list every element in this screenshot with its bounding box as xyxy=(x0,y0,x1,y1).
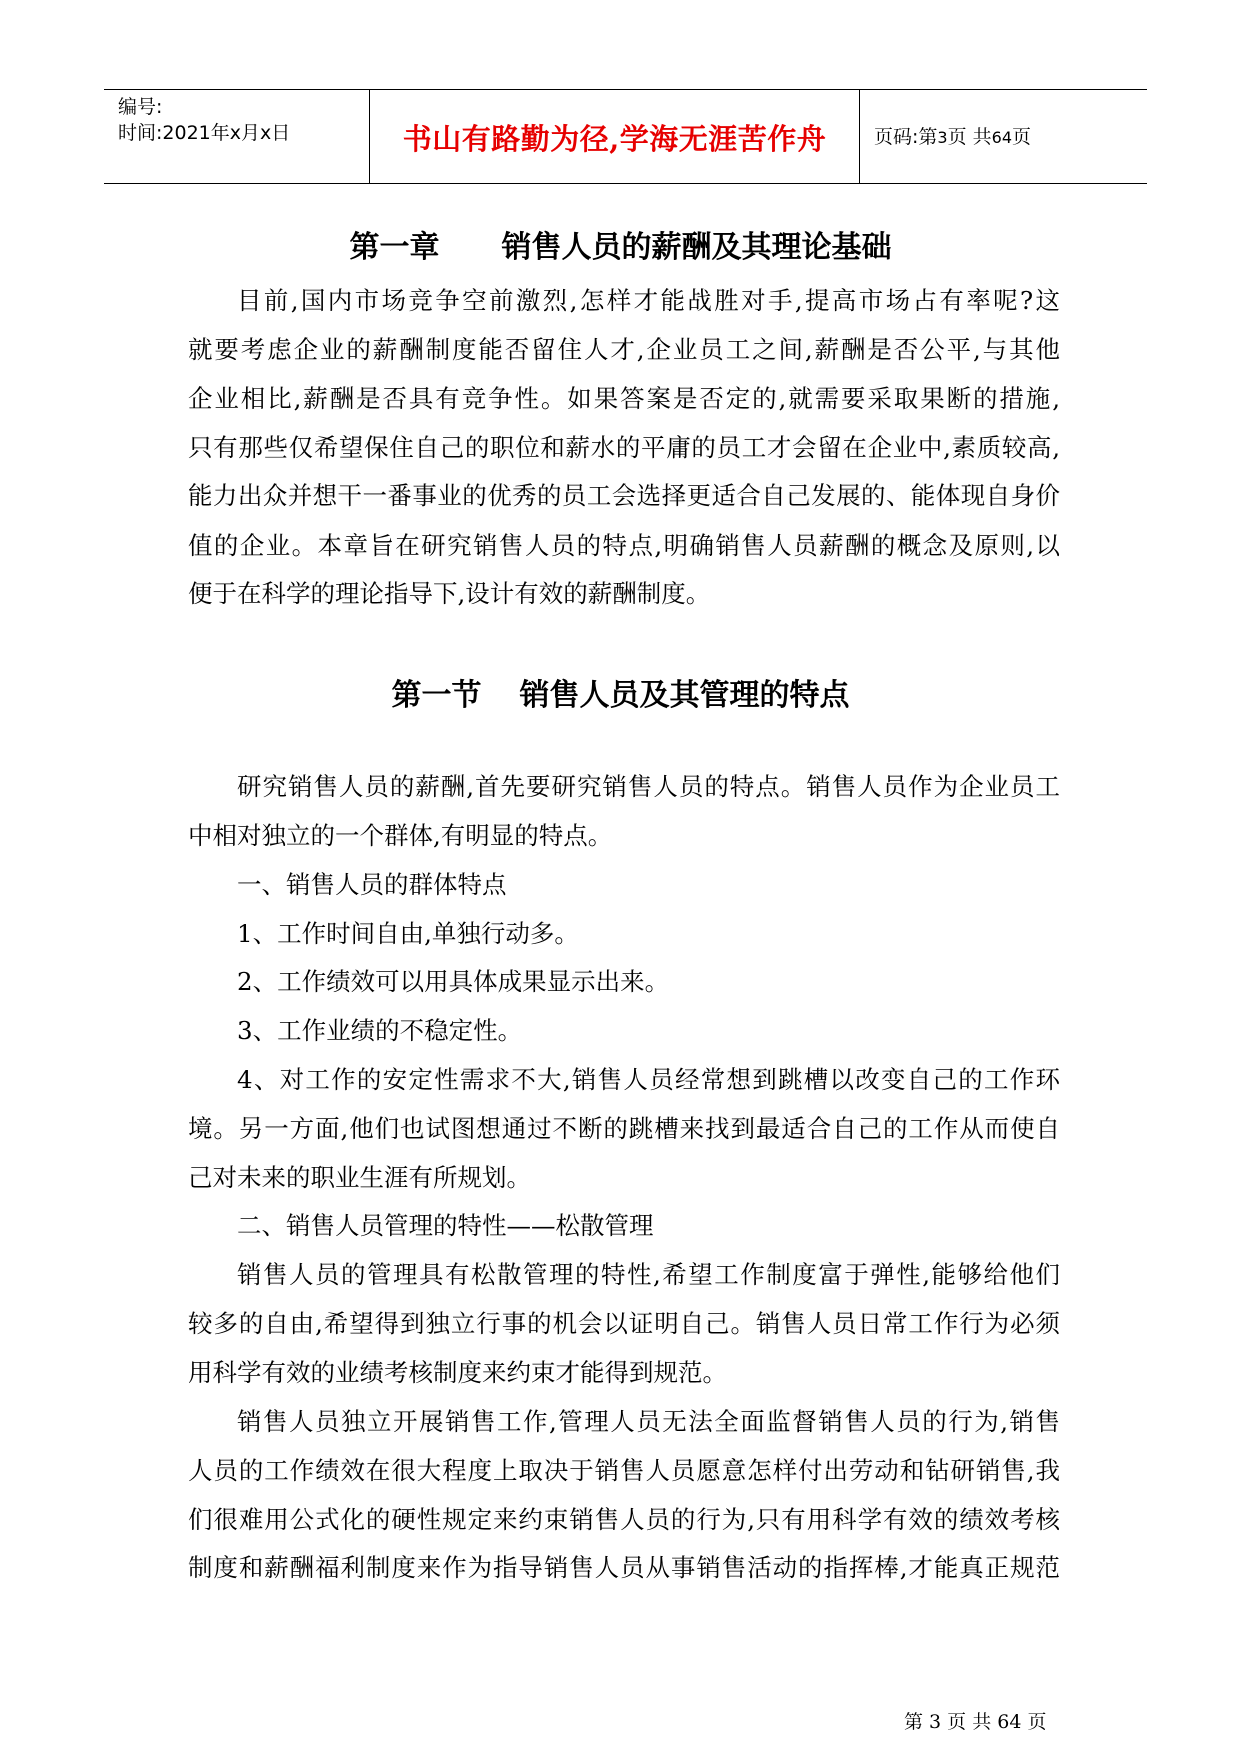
intro-line: 只有那些仅希望保住自己的职位和薪水的平庸的员工才会留在企业中,素质较高, xyxy=(188,433,1060,462)
page-end: 页 xyxy=(1012,126,1032,148)
header-middle-cell xyxy=(370,90,860,183)
intro-line: 便于在科学的理论指导下,设计有效的薪酬制度。 xyxy=(188,579,711,608)
page-footer: 第 3 页 共 64 页 xyxy=(904,1711,1047,1733)
header-page-indicator xyxy=(874,122,1031,149)
chapter-title xyxy=(0,222,1241,266)
page-header xyxy=(104,89,1147,184)
body-line: 1、工作时间自由,单独行动多。 xyxy=(237,919,579,948)
body-line: 销售人员独立开展销售工作,管理人员无法全面监督销售人员的行为,销售 xyxy=(237,1407,1060,1436)
section-title xyxy=(0,670,1241,714)
intro-line: 能力出众并想干一番事业的优秀的员工会选择更适合自己发展的、能体现自身价 xyxy=(188,481,1060,510)
body-line: 研究销售人员的薪酬,首先要研究销售人员的特点。销售人员作为企业员工 xyxy=(237,772,1060,801)
header-right-cell xyxy=(860,90,1147,183)
page-total: 64 xyxy=(991,128,1012,147)
chapter-name: 销售人员的薪酬及其理论基础 xyxy=(501,230,892,265)
body-line: 用科学有效的业绩考核制度来约束才能得到规范。 xyxy=(188,1358,727,1387)
intro-line: 企业相比,薪酬是否具有竞争性。如果答案是否定的,就需要采取果断的措施, xyxy=(188,384,1060,413)
body-line: 销售人员的管理具有松散管理的特性,希望工作制度富于弹性,能够给他们 xyxy=(237,1260,1060,1289)
intro-line: 值的企业。本章旨在研究销售人员的特点,明确销售人员薪酬的概念及原则,以 xyxy=(188,531,1060,560)
page-number: 3 xyxy=(937,128,948,147)
section-number: 第一节 xyxy=(391,678,482,713)
page-mid: 页 共 xyxy=(947,126,992,148)
chapter-number: 第一章 xyxy=(349,230,440,265)
body-line: 2、工作绩效可以用具体成果显示出来。 xyxy=(237,967,670,996)
body-line: 境。另一方面,他们也试图想通过不断的跳槽来找到最适合自己的工作从而使自 xyxy=(188,1114,1060,1143)
body-line: 3、工作业绩的不稳定性。 xyxy=(237,1016,523,1045)
time-label: 时间:2021年x月x日 xyxy=(118,122,291,144)
page-label: 页码:第 xyxy=(874,126,938,148)
body-line: 二、销售人员管理的特性——松散管理 xyxy=(237,1211,654,1240)
section-name: 销售人员及其管理的特点 xyxy=(519,678,850,713)
header-left-cell xyxy=(104,90,370,183)
body-line: 中相对独立的一个群体,有明显的特点。 xyxy=(188,821,613,850)
header-motto: 书山有路勤为径,学海无涯苦作舟 xyxy=(402,122,827,156)
intro-line: 就要考虑企业的薪酬制度能否留住人才,企业员工之间,薪酬是否公平,与其他 xyxy=(188,335,1060,364)
body-line: 人员的工作绩效在很大程度上取决于销售人员愿意怎样付出劳动和钻研销售,我 xyxy=(188,1456,1060,1485)
number-label: 编号: xyxy=(118,96,163,118)
body-line: 较多的自由,希望得到独立行事的机会以证明自己。销售人员日常工作行为必须 xyxy=(188,1309,1060,1338)
body-line: 们很难用公式化的硬性规定来约束销售人员的行为,只有用科学有效的绩效考核 xyxy=(188,1505,1060,1534)
intro-line: 目前,国内市场竞争空前激烈,怎样才能战胜对手,提高市场占有率呢?这 xyxy=(237,286,1060,315)
body-line: 制度和薪酬福利制度来作为指导销售人员从事销售活动的指挥棒,才能真正规范 xyxy=(188,1553,1060,1582)
body-line: 己对未来的职业生涯有所规划。 xyxy=(188,1163,531,1192)
body-line: 一、销售人员的群体特点 xyxy=(237,870,507,899)
body-line: 4、对工作的安定性需求不大,销售人员经常想到跳槽以改变自己的工作环 xyxy=(237,1065,1060,1094)
